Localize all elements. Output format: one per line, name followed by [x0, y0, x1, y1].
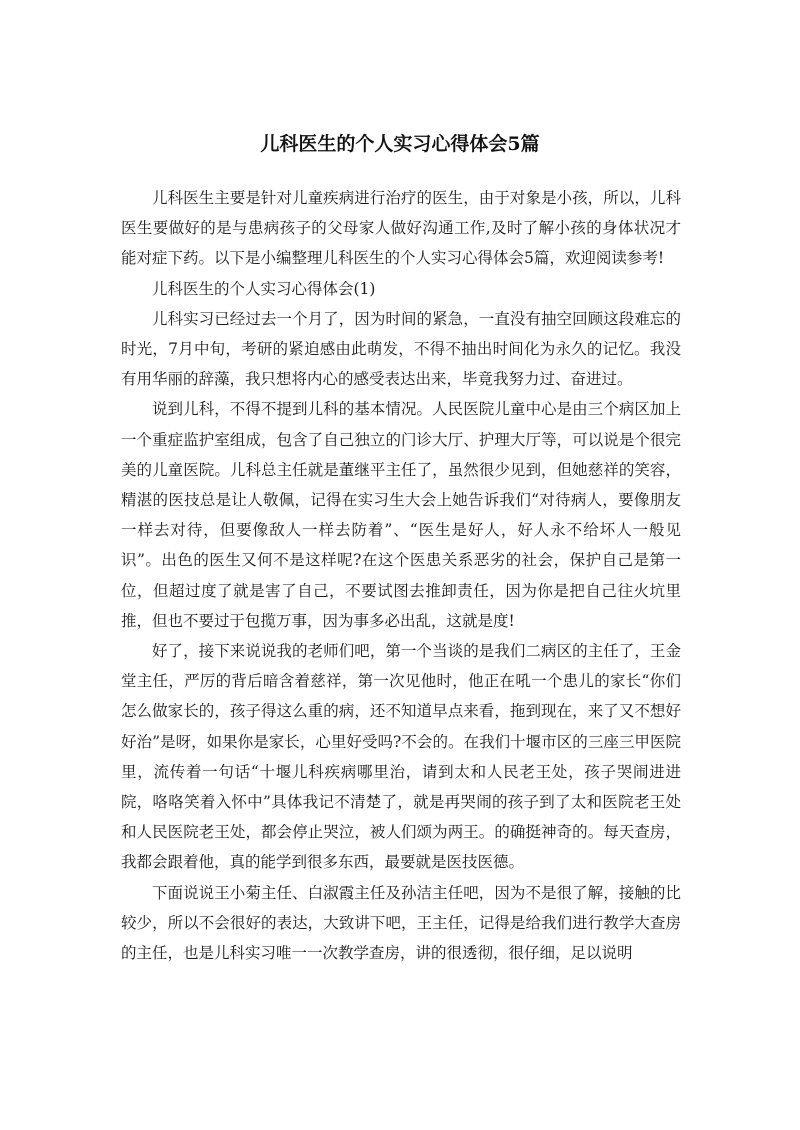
paragraph: 儿科实习已经过去一个月了，因为时间的紧急，一直没有抽空回顾这段难忘的时光，7月中旬，考研的紧迫感由此萌发，不得不抽出时间化为永久的记忆。我没有用华丽的辞藻，我只想将内心的感受表达出来，毕竟我努力过、奋进过。 [121, 309, 681, 389]
document-title: 儿科医生的个人实习心得体会5篇 [260, 133, 540, 155]
section-heading: 儿科医生的个人实习心得体会(1) [152, 279, 376, 298]
paragraph: 说到儿科，不得不提到儿科的基本情况。人民医院儿童中心是由三个病区加上一个重症监护室组成，包含了自己独立的门诊大厅、护理大厅等，可以说是个很完美的儿童医院。儿科总主任就是董继平主任了，虽然很少见到，但她慈祥的笑容，精湛的医技总是让人敬佩，记得在实习生大会上她告诉我们“对待病人，要像朋友一样去对待，但要像敌人一样去防着”、“医生是好人，好人永不给坏人一般见识”。出色的医生又何不是这样呢?在这个医患关系恶劣的社会，保护自己是第一位，但超过度了就是害了自己，不要试图去推卸责任，因为你是把自己往火坑里推，但也不要过于包揽万事，因为事多必出乱，这就是度! [121, 400, 681, 630]
paragraph: 下面说说王小菊主任、白淑霞主任及孙洁主任吧，因为不是很了解，接触的比较少，所以不会很好的表达，大致讲下吧，王主任，记得是给我们进行教学大查房的主任，也是儿科实习唯一一次教学查房，讲的很透彻，很仔细，足以说明 [121, 883, 681, 963]
document-body [121, 183, 681, 968]
paragraph: 好了，接下来说说我的老师们吧，第一个当谈的是我们二病区的主任了，王金堂主任，严厉的背后暗含着慈祥，第一次见他时，他正在吼一个患儿的家长“你们怎么做家长的，孩子得这么重的病，还不知道早点来看，拖到现在，来了又不想好好治”是呀，如果你是家长，心里好受吗?不会的。在我们十堰市区的三座三甲医院里，流传着一句话“十堰儿科疾病哪里治，请到太和人民老王处，孩子哭闹进进院，咯咯笑着入怀中”具体我记不清楚了，就是再哭闹的孩子到了太和医院老王处和人民医院老王处，都会停止哭泣，被人们颂为两王。的确挺神奇的。每天查房，我都会跟着他，真的能学到很多东西，最要就是医技医德。 [121, 642, 681, 872]
paragraph-intro: 儿科医生主要是针对儿童疾病进行治疗的医生，由于对象是小孩，所以，儿科医生要做好的是与患病孩子的父母家人做好沟通工作,及时了解小孩的身体状况才能对症下药。以下是小编整理儿科医生的个人实习心得体会5篇，欢迎阅读参考! [121, 189, 681, 268]
